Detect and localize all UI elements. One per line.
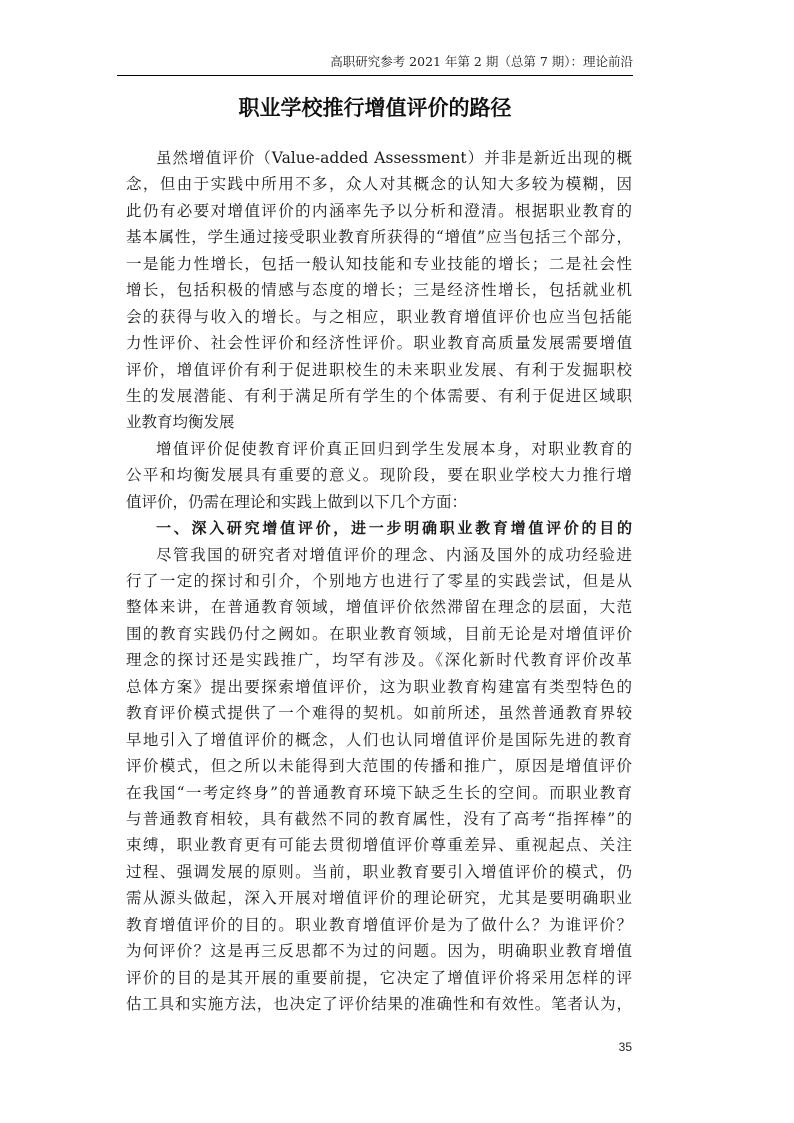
text-line: 业教育均衡发展 <box>126 413 235 432</box>
text-line: 虽然增值评价（Value-added Assessment）并非是新近出现的概 <box>156 149 632 167</box>
text-line: 值评价，仍需在理论和实践上做到以下几个方面： <box>126 492 468 511</box>
text-line: 行了一定的探讨和引介，个别地方也进行了零星的实践尝试，但是从 <box>126 572 632 590</box>
text-line: 尽管我国的研究者对增值评价的理念、内涵及国外的成功经验进 <box>156 545 632 564</box>
text-line: 估工具和实施方法，也决定了评价结果的准确性和有效性。笔者认为， <box>126 995 632 1013</box>
text-line: 围的教育实践仍付之阙如。在职业教育领域，目前无论是对增值评价 <box>126 624 632 643</box>
text-line: 生的发展潜能、有利于满足所有学生的个体需要、有利于促进区域职 <box>126 386 632 405</box>
text-line: 增长，包括积极的情感与态度的增长；三是经济性增长，包括就业机 <box>126 281 632 300</box>
text-line: 一是能力性增长，包括一般认知技能和专业技能的增长；二是社会性 <box>126 254 632 273</box>
running-header-text: 高职研究参考 2021 年第 2 期（总第 7 期）：理论前沿 <box>330 54 633 69</box>
text-line: 整体来讲，在普通教育领域，增值评价依然滞留在理念的层面，大范 <box>126 598 632 617</box>
text-line: 需从源头做起，深入开展对增值评价的理论研究，尤其是要明确职业 <box>126 889 632 908</box>
article-body <box>126 145 632 1017</box>
section-heading: 一、深入研究增值评价，进一步明确职业教育增值评价的目的 <box>156 519 632 538</box>
page-number: 35 <box>618 1040 632 1054</box>
text-line: 早地引入了增值评价的概念，人们也认同增值评价是国际先进的教育 <box>126 730 632 749</box>
text-line: 公平和均衡发展具有重要的意义。现阶段，要在职业学校大力推行增 <box>126 466 632 485</box>
text-line: 基本属性，学生通过接受职业教育所获得的“增值”应当包括三个部分， <box>126 228 632 247</box>
text-line: 评价的目的是其开展的重要前提，它决定了增值评价将采用怎样的评 <box>126 968 632 987</box>
text-line: 力性评价、社会性评价和经济性评价。职业教育高质量发展需要增值 <box>126 334 632 353</box>
text-line: 总体方案》提出要探索增值评价，这为职业教育构建富有类型特色的 <box>126 677 632 696</box>
text-line: 教育增值评价的目的。职业教育增值评价是为了做什么？为谁评价？ <box>126 915 632 934</box>
text-line: 为何评价？这是再三反思都不为过的问题。因为，明确职业教育增值 <box>126 942 632 961</box>
article-title: 职业学校推行增值评价的路径 <box>238 96 512 120</box>
text-line: 理念的探讨还是实践推广，均罕有涉及。《深化新时代教育评价改革 <box>126 651 632 670</box>
text-line: 束缚，职业教育更有可能去贯彻增值评价尊重差异、重视起点、关注 <box>126 836 632 855</box>
text-line: 评价模式，但之所以未能得到大范围的传播和推广，原因是增值评价 <box>126 757 632 776</box>
text-line: 在我国“一考定终身”的普通教育环境下缺乏生长的空间。而职业教育 <box>126 783 632 802</box>
text-line: 评价，增值评价有利于促进职校生的未来职业发展、有利于发掘职校 <box>126 360 632 379</box>
text-line: 增值评价促使教育评价真正回归到学生发展本身，对职业教育的 <box>156 439 632 458</box>
running-header <box>117 53 633 76</box>
text-line: 教育评价模式提供了一个难得的契机。如前所述，虽然普通教育界较 <box>126 704 632 723</box>
text-line: 与普通教育相较，具有截然不同的教育属性，没有了高考“指挥棒”的 <box>126 809 632 828</box>
text-line: 过程、强调发展的原则。当前，职业教育要引入增值评价的模式，仍 <box>126 862 632 881</box>
text-line: 此仍有必要对增值评价的内涵率先予以分析和澄清。根据职业教育的 <box>126 201 632 220</box>
text-line: 会的获得与收入的增长。与之相应，职业教育增值评价也应当包括能 <box>126 307 632 326</box>
text-line: 念，但由于实践中所用不多，众人对其概念的认知大多较为模糊，因 <box>126 175 632 194</box>
